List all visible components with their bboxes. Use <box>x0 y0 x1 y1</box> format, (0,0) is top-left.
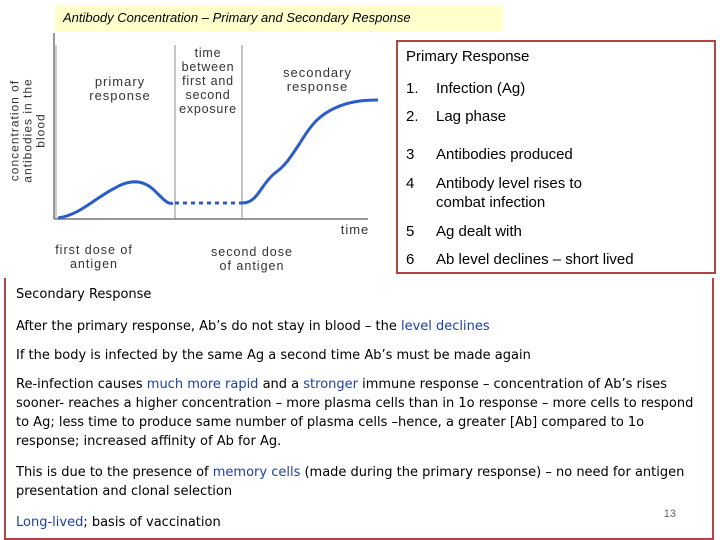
between-line-3: first and <box>182 74 234 88</box>
highlight-text: much more rapid <box>146 377 259 392</box>
para-text: If the body is infected by the same Ag a second time Ab’s must be made again <box>16 348 531 363</box>
primary-item-text: Ag dealt with <box>436 223 522 240</box>
primary-item-num: 2. <box>406 108 419 125</box>
y-axis-label-line1: concentration of <box>7 79 22 182</box>
secondary-response-title: Secondary Response <box>16 287 152 302</box>
secondary-curve <box>242 100 378 203</box>
primary-response-label <box>80 75 160 103</box>
primary-response-box <box>396 40 716 274</box>
secondary-para-5 <box>16 513 706 532</box>
primary-label-line2: response <box>89 88 151 103</box>
secondary-response-box <box>4 278 714 540</box>
secondary-para-3 <box>16 375 706 451</box>
antibody-graph <box>7 33 382 278</box>
primary-item-text: Infection (Ag) <box>436 80 526 97</box>
para-text: (made during the primary response) – no need for antigen presentation and clonal selection <box>16 465 685 499</box>
slide-title: Antibody Concentration – Primary and Secondary Response <box>63 10 411 25</box>
primary-item-text: Ab level declines – short lived <box>436 251 634 268</box>
secondary-label-line2: response <box>286 79 349 94</box>
first-dose-label <box>48 243 140 271</box>
para-text: immune response – concentration of Ab’s rises sooner- reaches a higher concentration – more plasma cells than in 1o response – more cells to respond to Ag; less time to produce same number of plasma cells –hence, a greater [Ab] compared to 1o response; increased affinity of Ab for Ag. <box>16 377 694 449</box>
between-line-1: time <box>194 46 222 60</box>
first-dose-line2: antigen <box>69 257 118 271</box>
time-label: time <box>340 222 370 237</box>
highlight-text: Long-lived <box>16 515 84 530</box>
para-text: After the primary response, Ab’s do not stay in blood – the <box>16 319 401 334</box>
y-axis-label-line2: antibodies in the blood <box>20 78 48 183</box>
second-dose-label <box>206 245 298 273</box>
first-dose-line1: first dose of <box>55 243 133 257</box>
between-line-2: between <box>181 60 235 74</box>
page-number: 13 <box>663 508 676 520</box>
time-axis-label <box>332 223 378 237</box>
between-exposure-label <box>172 46 244 116</box>
primary-label-line1: primary <box>94 74 146 89</box>
y-axis-label <box>9 61 48 201</box>
primary-item-text: Antibodies produced <box>436 146 573 163</box>
primary-item-num: 6 <box>406 251 415 268</box>
primary-item-num: 1. <box>406 80 419 97</box>
highlight-text: memory cells <box>212 465 301 480</box>
secondary-response-label <box>275 66 360 94</box>
primary-item-num: 5 <box>406 223 415 240</box>
para-text: ; basis of vaccination <box>83 515 221 530</box>
primary-item-num: 3 <box>406 146 415 163</box>
primary-item-text: Lag phase <box>436 108 507 125</box>
para-text: This is due to the presence of <box>16 465 213 480</box>
primary-item-text: Antibody level rises to combat infection <box>436 175 582 211</box>
between-line-5: exposure <box>179 102 237 116</box>
between-line-4: second <box>185 88 231 102</box>
highlight-text: level declines <box>400 319 490 334</box>
second-dose-line2: of antigen <box>219 259 285 273</box>
secondary-para-1 <box>16 317 706 336</box>
highlight-text: stronger <box>303 377 358 392</box>
secondary-para-2 <box>16 346 706 365</box>
primary-response-title: Primary Response <box>406 48 530 65</box>
primary-item-num: 4 <box>406 175 415 192</box>
secondary-label-line1: secondary <box>283 66 352 80</box>
second-dose-line1: second dose <box>211 245 293 259</box>
para-text: and a <box>258 377 304 392</box>
primary-curve <box>58 182 173 218</box>
secondary-para-4 <box>16 463 706 501</box>
para-text: Re-infection causes <box>16 377 147 392</box>
title-bar <box>55 5 503 32</box>
